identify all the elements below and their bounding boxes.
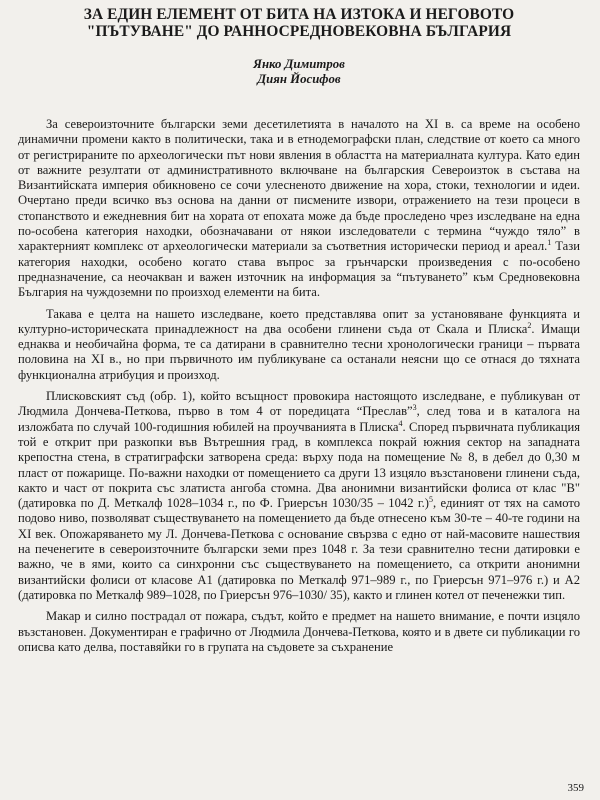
title-line-2: "ПЪТУВАНЕ" ДО РАННОСРЕДНОВЕКОВНА БЪЛГАРИЯ xyxy=(86,23,512,40)
footnote-ref-2: 2 xyxy=(527,320,532,330)
authors xyxy=(18,57,580,87)
paragraph-4 xyxy=(18,609,580,655)
author-2: Диян Йосифов xyxy=(257,72,341,86)
paragraph-1-text: За североизточните български земи десетилетията в началото на XI в. са време на особено динамични промени както в политически, така и в етнодемографски план, следствие от което са много от регистрираните по археологически път нови явления в областта на материалната култура. Като един от важните резултати от административното включване на българския Североизток в състава на Византийската империя обикновено се сочи улесненото движение на хора, стоки, технологии и идеи. Очертано преди всичко въз основа на данни от писмените извори, отражението на тези процеси в стопанството и ежедневния бит на хората от епохата може да бъде проследено чрез изследване на една по-особена категория находки, обозначавани от някои изследователи с термина “чуждо тяло” в характерният комплекс от археологически материали за съответния исторически период и ареал. xyxy=(18,117,580,254)
paragraph-4-text: Макар и силно пострадал от пожара, съдът, който е предмет на нашето внимание, е почти изцяло възстановен. Документиран е графично от Людмила Дончева-Петкова, която и в двете си публикации го описва като делва, поставяйки го в групата на съдовете за съхранение xyxy=(18,609,580,654)
article-title xyxy=(18,6,580,40)
paragraph-2-tail: . Имащи еднаква и необичайна форма, те са датирани в сравнително тесни хронологически граници – първата половина на XI в., но при първичното им публикуване са останали неясни що се отнася до тяхната функционална атрибуция и произход. xyxy=(18,321,580,382)
article-body xyxy=(18,117,580,655)
paragraph-3-text-c: . Според първичната публикация той е открит при разкопки във Вътрешния град, в комплекса покрай южния сектор на западната крепостна стена, в стратиграфски затворена среда: върху пода на помещение № 8, в дебел до 0,30 м пласт от пожарище. По-важни находки от помещението са други 13 изцяло възстановени глинени съда, както и част от покрита със златиста ангоба стомна. Два анонимни византийски фолиса от клас "В" (датировка по Д. Меткалф 1028–1034 г., по Ф. Гриерсън 1030/35 – 1042 г.) xyxy=(18,419,580,511)
footnote-ref-4: 4 xyxy=(398,418,403,428)
page-number: 359 xyxy=(567,782,584,794)
paragraph-1 xyxy=(18,117,580,301)
footnote-ref-5: 5 xyxy=(429,494,433,504)
title-line-1: ЗА ЕДИН ЕЛЕМЕНТ ОТ БИТА НА ИЗТОКА И НЕГОВОТО xyxy=(83,6,515,23)
paragraph-2 xyxy=(18,307,580,383)
footnote-ref-1: 1 xyxy=(547,238,552,248)
paragraph-2-text: Такава е целта на нашето изследване, което представлява опит за установяване функцията и културно-историческата принадлежност на два особени глинени съда от Скала и Плиска xyxy=(18,306,580,336)
paragraph-1-tail: Тази категория находки, особено когато става въпрос за грънчарски произведения с по-особено предназначение, са неочакван и важен източник на информация за “пътуването” към Средновековна България на чуждоземни по произход елементи на бита. xyxy=(18,239,580,300)
paragraph-3-text-d: , единият от тях на самото подово ниво, позволяват съществуването на помещението да бъде отнесено към 30-те – 40-те години на XI век. Опожаряването му Л. Дончева-Петкова с основание свързва с едно от най-масовите нашествия на печенегите в североизточните български земи през 1048 г. За тези сравнително тесни датировки е важно, че в ями, които са синхронни със съществуването на помещението, са открити анонимни византийски фолиси от класове А1 (датировка по Меткалф 971–989 г., по Гриерсън 971–976 г.) и А2 (датировка по Меткалф 989–1028, по Гриерсън 976–1030/ 35), както и глинен котел от печенежки тип. xyxy=(18,496,580,602)
author-1: Янко Димитров xyxy=(253,57,345,71)
paragraph-3 xyxy=(18,389,580,603)
paragraph-3-text-a: Плисковският съд (обр. 1), който всъщност провокира настоящото изследване, е публикуван от Людмила Дончева-Петкова, първо в том 4 от поредицата “Преслав” xyxy=(18,389,580,419)
footnote-ref-3: 3 xyxy=(412,403,417,413)
paragraph-3-text-b: , след това и в каталога на изложбата по случай 100-годишния юбилей на проучванията в Плиска xyxy=(18,404,580,434)
